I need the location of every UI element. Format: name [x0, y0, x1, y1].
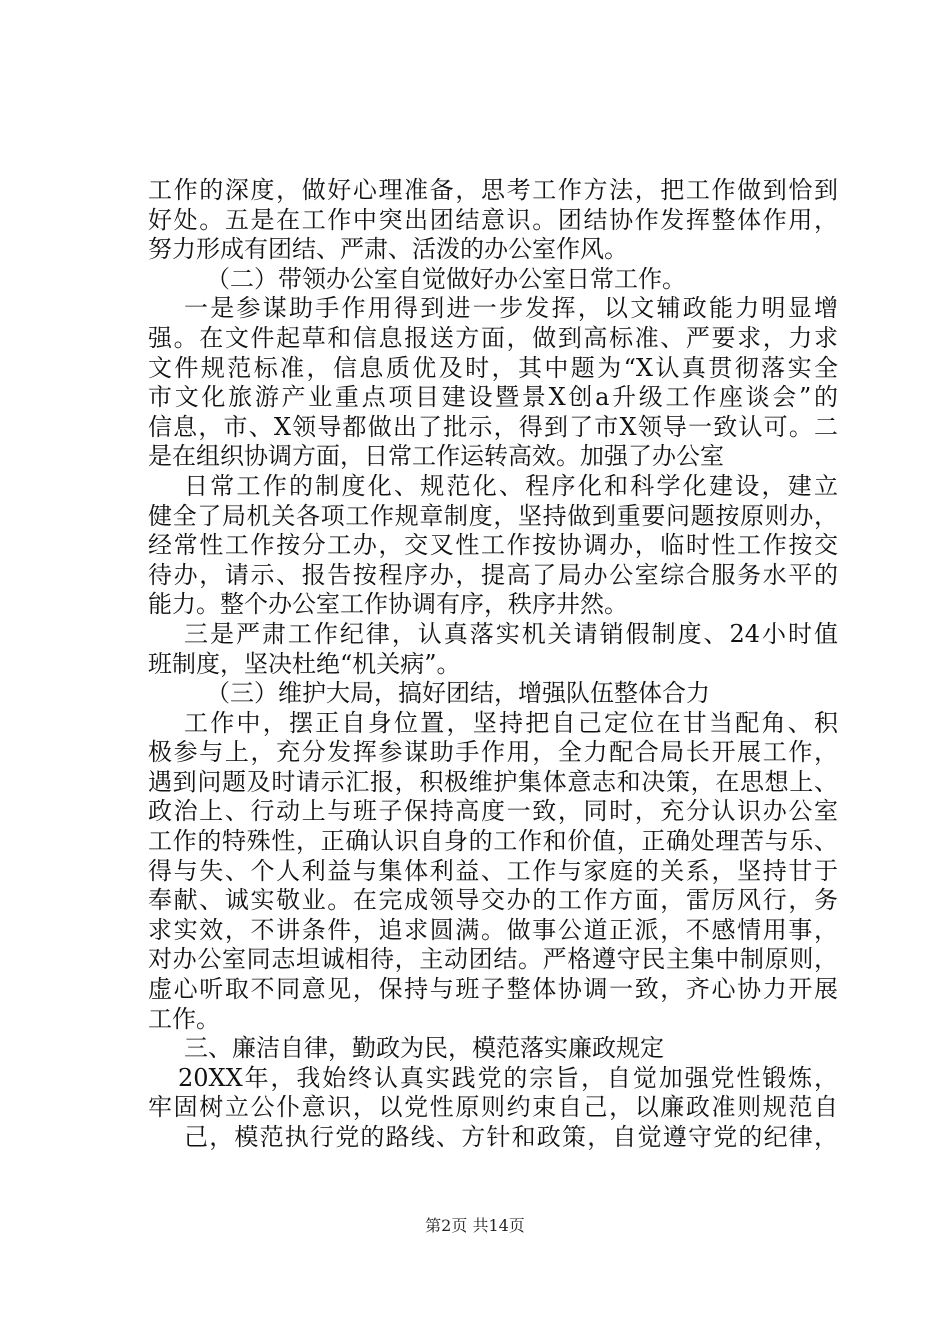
text-line: 求实效，不讲条件，追求圆满。做事公道正派，不感情用事， [148, 915, 838, 944]
text-line: 奉献、诚实敬业。在完成领导交办的工作方面，雷厉风行，务 [148, 886, 838, 915]
text-line: 强。在文件起草和信息报送方面，做到高标准、严要求，力求 [148, 323, 838, 352]
text-line: 工作。 [148, 1004, 220, 1033]
text-line: （三）维护大局，搞好团结，增强队伍整体合力 [206, 679, 710, 708]
text-line: 一是参谋助手作用得到进一步发挥，以文辅政能力明显增 [184, 294, 838, 323]
text-line: 虚心听取不同意见，保持与班子整体协调一致，齐心协力开展 [148, 975, 838, 1004]
text-line: 对办公室同志坦诚相待，主动团结。严格遵守民主集中制原则， [148, 945, 838, 974]
text-line: 工作中，摆正自身位置，坚持把自己定位在甘当配角、积 [184, 708, 838, 737]
text-line: 努力形成有团结、严肃、活泼的办公室作风。 [148, 235, 628, 264]
text-line: （二）带领办公室自觉做好办公室日常工作。 [206, 264, 686, 293]
text-line: 牢固树立公仆意识，以党性原则约束自己，以廉政准则规范自 [148, 1093, 838, 1122]
text-line: 信息，市、X领导都做出了批示，得到了市X领导一致认可。二 [148, 412, 838, 441]
text-line: 遇到问题及时请示汇报，积极维护集体意志和决策，在思想上、 [148, 767, 838, 796]
page-footer: 第2页 共14页 [425, 1216, 525, 1235]
text-line: 班制度，坚决杜绝“机关病”。 [148, 649, 461, 678]
text-line: 三、廉洁自律，勤政为民，模范落实廉政规定 [184, 1034, 664, 1063]
text-line: 健全了局机关各项工作规章制度，坚持做到重要问题按原则办， [148, 501, 838, 530]
text-line: 经常性工作按分工办，交叉性工作按协调办，临时性工作按交 [148, 531, 838, 560]
text-line: 三是严肃工作纪律，认真落实机关请销假制度、24小时值 [184, 619, 838, 648]
text-line: 得与失、个人利益与集体利益、工作与家庭的关系，坚持甘于 [148, 856, 838, 885]
text-line: 极参与上，充分发挥参谋助手作用，全力配合局长开展工作， [148, 738, 838, 767]
text-line: 工作的特殊性，正确认识自身的工作和价值，正确处理苦与乐、 [148, 827, 838, 856]
text-line: 己，模范执行党的路线、方针和政策，自觉遵守党的纪律， [184, 1123, 838, 1151]
text-line: 政治上、行动上与班子保持高度一致，同时，充分认识办公室 [148, 797, 838, 826]
text-line: 市文化旅游产业重点项目建设暨景X创a升级工作座谈会”的 [148, 383, 838, 412]
text-line: 是在组织协调方面，日常工作运转高效。加强了办公室 [148, 442, 724, 471]
text-line: 文件规范标准，信息质优及时，其中题为“X认真贯彻落实全 [148, 353, 838, 382]
document-body [148, 176, 838, 1153]
text-line: 待办，请示、报告按程序办，提高了局办公室综合服务水平的 [148, 560, 838, 589]
text-line: 能力。整个办公室工作协调有序，秩序井然。 [148, 590, 628, 619]
text-line: 20XX年，我始终认真实践党的宗旨，自觉加强党性锻炼， [178, 1063, 838, 1092]
text-line: 好处。五是在工作中突出团结意识。团结协作发挥整体作用， [148, 205, 838, 234]
text-line: 工作的深度，做好心理准备，思考工作方法，把工作做到恰到 [148, 176, 838, 204]
text-line: 日常工作的制度化、规范化、程序化和科学化建设，建立 [184, 471, 838, 500]
